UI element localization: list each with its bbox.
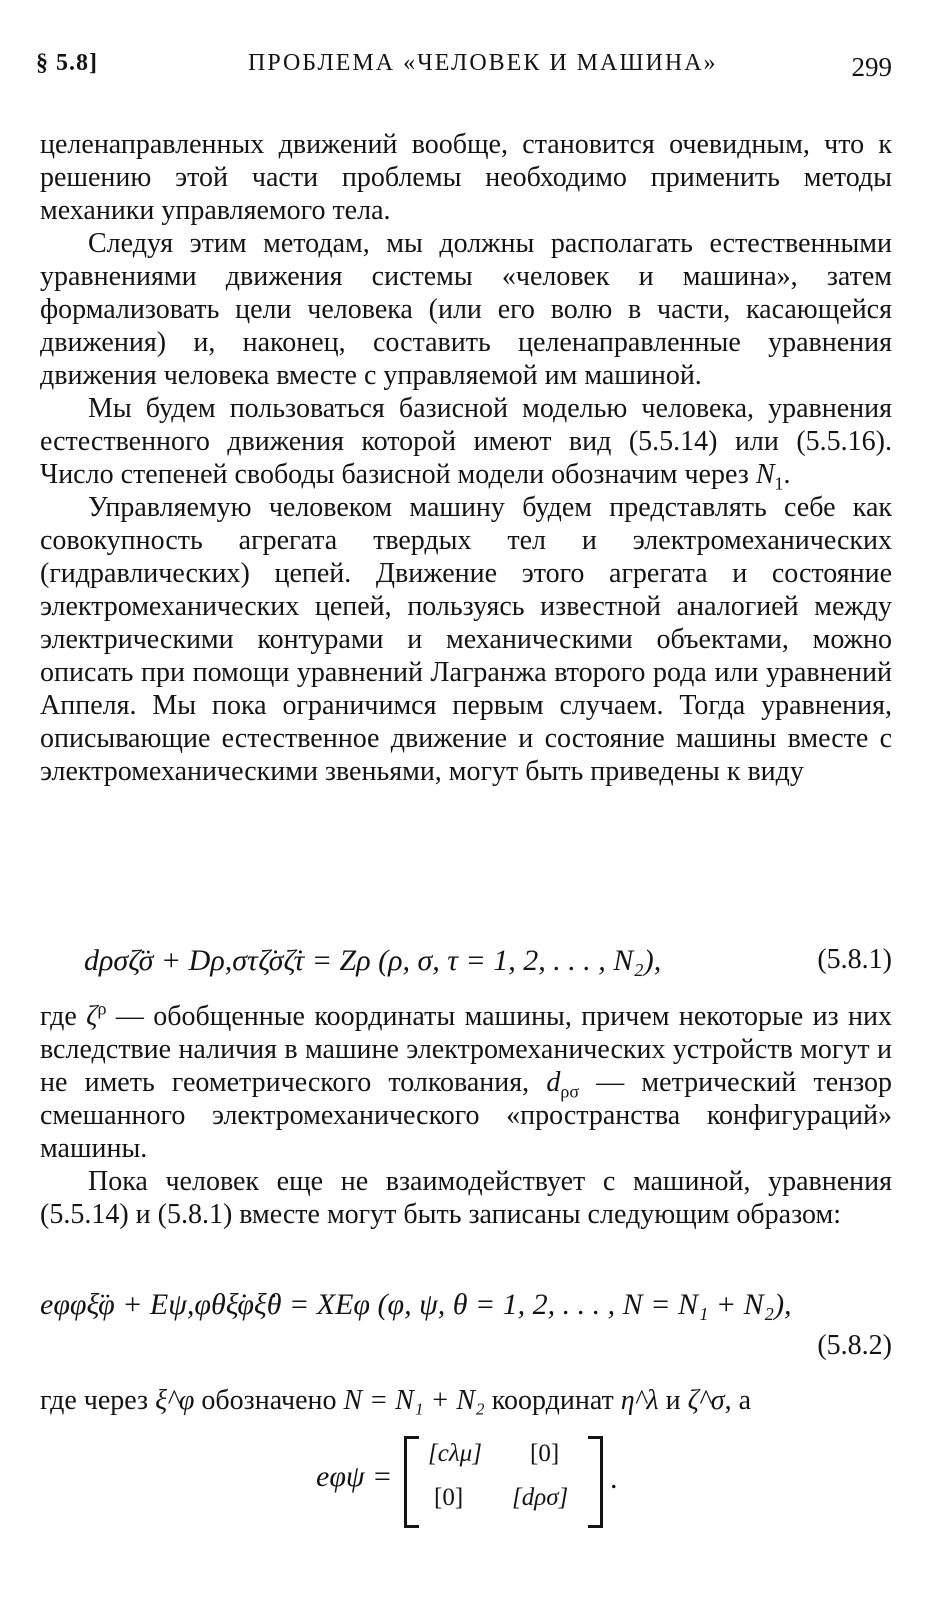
paragraph-7-c: координат xyxy=(491,1385,614,1416)
paragraph-7-e: , а xyxy=(724,1385,751,1416)
equation-5-8-2-body: eφφξ̈φ + Eψ,φθξ̇φξ̇θ = XEφ (φ, ψ, θ = 1, 2, . . . , N = N₁ + N₂), xyxy=(40,1288,792,1321)
xi-phi-symbol: ξ^φ xyxy=(155,1385,195,1416)
matrix-end: . xyxy=(610,1462,618,1495)
paragraph-7 xyxy=(40,1384,892,1417)
n1-symbol: N xyxy=(755,459,775,490)
matrix-cell-12: [0] xyxy=(530,1440,560,1467)
matrix-cell-21: [0] xyxy=(434,1484,464,1511)
zeta-sigma-symbol: ζ^σ xyxy=(687,1385,725,1416)
block-matrix xyxy=(316,1432,636,1528)
eta-lambda-symbol: η^λ xyxy=(620,1385,659,1416)
matrix-lhs: eφψ = xyxy=(316,1460,393,1493)
paragraph-6: Пока человек еще не взаимодействует с машиной, уравнения (5.5.14) и (5.8.1) вместе могут быть записаны следующим образом: xyxy=(40,1166,892,1230)
equation-5-8-2-number: (5.8.2) xyxy=(817,1330,892,1361)
section-label: § 5.8] xyxy=(36,50,98,76)
body-block-3 xyxy=(40,1384,892,1417)
zeta-rho-superscript: ρ xyxy=(97,998,107,1019)
body-block-2 xyxy=(40,1000,892,1231)
paragraph-5-a: где xyxy=(40,1001,77,1032)
body-block-1 xyxy=(40,128,892,788)
paragraph-3-end: . xyxy=(783,459,791,490)
equation-5-8-1-number: (5.8.1) xyxy=(817,944,892,975)
matrix-left-bracket xyxy=(404,1436,419,1528)
paragraph-7-b: обозначено xyxy=(201,1385,337,1416)
page-number: 299 xyxy=(851,52,892,82)
paragraph-7-a: где через xyxy=(40,1385,149,1416)
paragraph-1: целенаправленных движений вообще, становится очевидным, что к решению этой части проблемы необходимо применить методы механики управляемого тела. xyxy=(40,129,892,226)
matrix-cell-11: [cλμ] xyxy=(428,1440,482,1467)
paragraph-5-b: — обобщенные координаты машины, причем некоторые из них вследствие наличия в машине электромеханических устройств могут и не иметь геометрического толкования, xyxy=(40,1001,893,1098)
paragraph-5 xyxy=(40,1000,892,1165)
paragraph-2: Следуя этим методам, мы должны располагать естественными уравнениями движения системы «человек и машина», затем формализовать цели человека (или его волю в части, касающейся движения) и, наконец, составить целенаправленные уравнения движения человека вместе с управляемой им машиной. xyxy=(40,228,892,391)
paragraph-3-text: Мы будем пользоваться базисной моделью человека, уравнения естественного движения которой имеют вид (5.5.14) или (5.5.16). Число степеней свободы базисной модели обозначим через xyxy=(40,393,892,490)
paragraph-5-c: — метрический тензор смешанного электромеханического «пространства конфигураций» машины. xyxy=(40,1067,893,1164)
equation-5-8-2 xyxy=(40,1288,892,1368)
paragraph-7-d: и xyxy=(665,1385,681,1416)
page-header xyxy=(36,44,892,84)
running-title: ПРОБЛЕМА «ЧЕЛОВЕК И МАШИНА» xyxy=(248,50,718,76)
paragraph-3 xyxy=(40,392,892,494)
n-definition: N = N₁ + N₂ xyxy=(343,1385,485,1416)
paragraph-4: Управляемую человеком машину будем представлять себе как совокупность агрегата твердых тел и электромеханических (гидравлических) цепей. Движение этого агрегата и состояние электромеханических цепей, пользуясь известной аналогией между электрическими контурами и механическими объектами, можно описать при помощи уравнений Лагранжа второго рода или уравнений Аппеля. Мы пока ограничимся первым случаем. Тогда уравнения, описывающие естественное движение и состояние машины вместе с электромеханическими звеньями, могут быть приведены к виду xyxy=(40,492,892,787)
equation-5-8-1-body: dρσζ̈σ + Dρ,στζ̇σζ̇τ = Zρ (ρ, σ, τ = 1, 2, . . . , N₂), xyxy=(84,944,662,977)
matrix-right-bracket xyxy=(588,1436,603,1528)
d-rho-sigma-symbol: d xyxy=(546,1067,561,1098)
d-rho-sigma-subscript: ρσ xyxy=(560,1081,580,1102)
matrix-cell-22: [dρσ] xyxy=(512,1484,569,1511)
zeta-rho-symbol: ζ xyxy=(86,1001,98,1032)
n1-subscript: 1 xyxy=(774,473,784,494)
